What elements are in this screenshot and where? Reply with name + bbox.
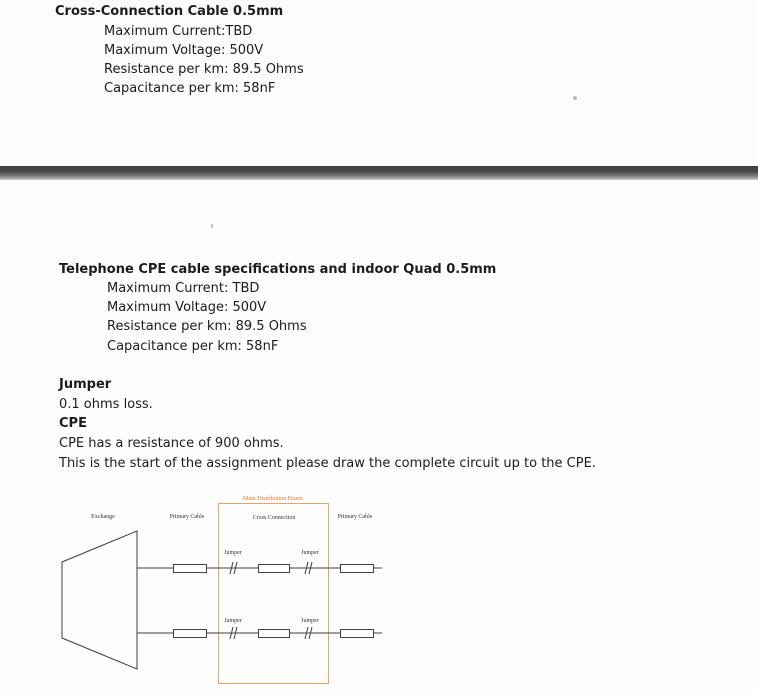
cross-connection-2 [259, 630, 290, 638]
primary-cable-left-label: Primary Cable [169, 514, 205, 520]
section2-spec-voltage: Maximum Voltage: 500V [107, 300, 267, 315]
cpe-text: CPE has a resistance of 900 ohms. [59, 436, 284, 451]
primary-cable-left-2 [174, 630, 207, 638]
cpe-heading: CPE [59, 416, 87, 431]
primary-cable-left-1 [174, 565, 207, 573]
primary-cable-right-1 [341, 565, 374, 573]
jumper-label-1a: Jumper [224, 550, 242, 556]
primary-cable-right-label: Primary Cable [337, 514, 373, 520]
exchange-shape [62, 531, 137, 669]
primary-cable-right-2 [341, 630, 374, 638]
section2-spec-current: Maximum Current: TBD [107, 281, 260, 296]
assignment-instruction: This is the start of the assignment please draw the complete circuit up to the CPE. [59, 456, 596, 471]
cross-connection-1 [259, 565, 290, 573]
section2-heading: Telephone CPE cable specifications and indoor Quad 0.5mm [59, 262, 497, 277]
section1-spec-capacitance: Capacitance per km: 58nF [104, 81, 276, 96]
section2-spec-resistance: Resistance per km: 89.5 Ohms [107, 319, 307, 334]
exchange-label: Exchange [91, 514, 115, 520]
jumper-text: 0.1 ohms loss. [59, 397, 153, 412]
mdf-box [219, 504, 329, 684]
jumper-label-1b: Jumper [301, 550, 319, 556]
cross-connection-label: Cross Connection [252, 515, 296, 521]
section1-spec-current: Maximum Current:TBD [104, 24, 253, 39]
mdf-label: Main Distribution Frame [243, 496, 303, 502]
section1-spec-resistance: Resistance per km: 89.5 Ohms [104, 62, 304, 77]
jumper-label-2b: Jumper [301, 618, 319, 624]
jumper-heading: Jumper [59, 377, 112, 392]
section2-spec-capacitance: Capacitance per km: 58nF [107, 339, 279, 354]
section1-heading: Cross-Connection Cable 0.5mm [55, 4, 284, 19]
section1-spec-voltage: Maximum Voltage: 500V [104, 43, 264, 58]
jumper-label-2a: Jumper [224, 618, 242, 624]
